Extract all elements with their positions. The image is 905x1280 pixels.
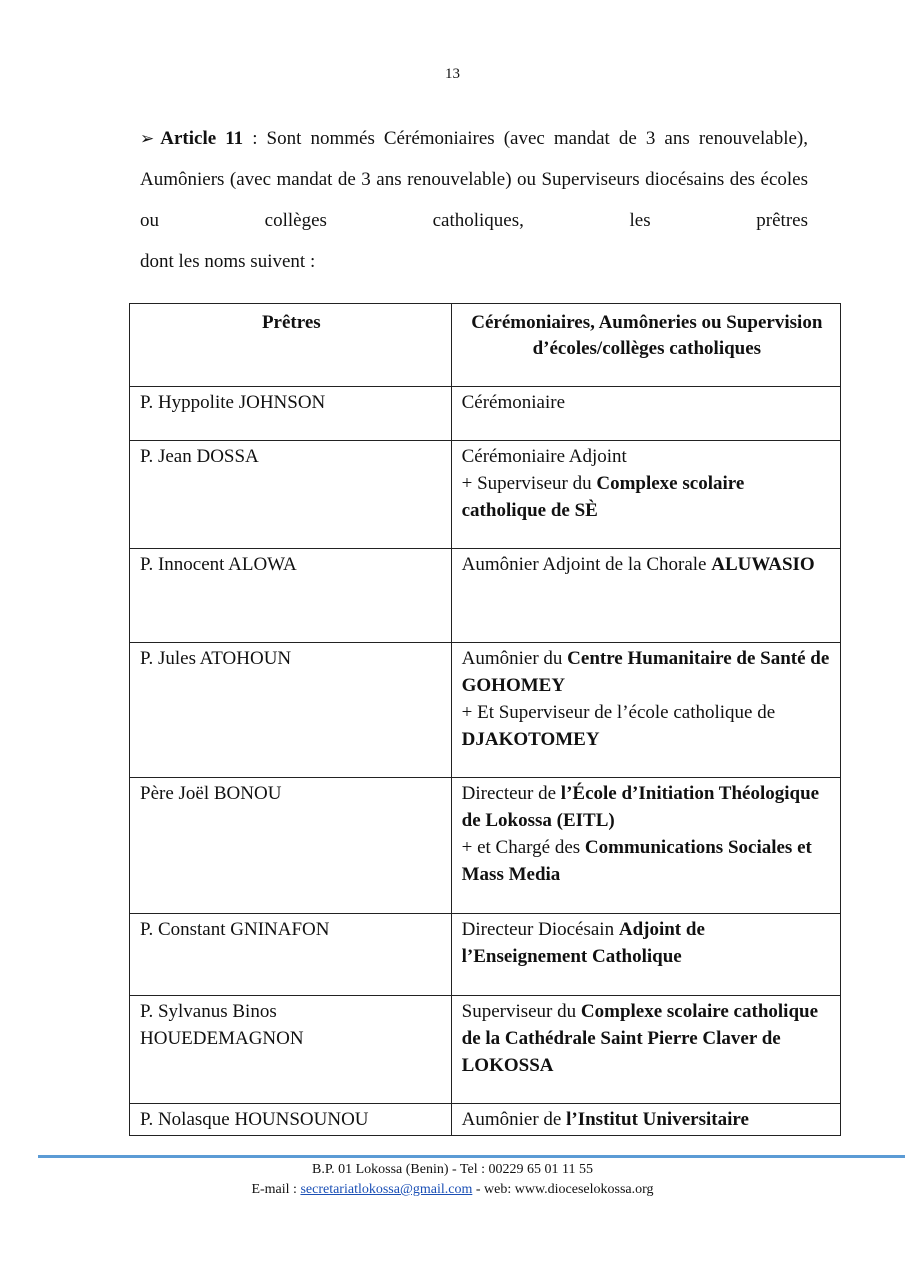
priest-name: P. Sylvanus Binos HOUEDEMAGNON — [130, 996, 452, 1104]
table-row — [130, 996, 841, 1104]
intro-line-3: Superviseurs diocésains des écoles ou collèges catholiques, les prêtres — [140, 169, 808, 231]
role-text: + Et Superviseur de l’école catholique de — [461, 702, 776, 723]
footer-address: B.P. 01 Lokossa (Benin) - Tel : 00229 65 01 11 55 — [312, 1162, 593, 1177]
priest-name: P. Jean DOSSA — [130, 441, 452, 549]
footer-contact — [0, 1180, 905, 1200]
role-text-bold: l’Institut Universitaire — [566, 1109, 749, 1130]
priest-name: Père Joël BONOU — [130, 778, 452, 914]
role-text-bold: l’École d’Initiation Théologique de Lokossa (EITL) — [461, 783, 820, 831]
role-text-bold: Complexe scolaire catholique de SÈ — [461, 473, 745, 521]
table-row — [130, 387, 841, 441]
intro-line-1: : Sont nommés Cérémoniaires (avec mandat de 3 ans — [243, 128, 690, 149]
table-row — [130, 914, 841, 996]
header-roles: Cérémoniaires, Aumôneries ou Supervision d’écoles/collèges catholiques — [451, 304, 840, 387]
assignments-table — [129, 303, 841, 1136]
role-text: Cérémoniaire Adjoint — [461, 446, 627, 467]
role-text: Superviseur du — [461, 1001, 581, 1022]
role-text: + et Chargé des — [461, 837, 585, 858]
priest-name: P. Constant GNINAFON — [130, 914, 452, 996]
role-text-bold: Communications Sociales et Mass Media — [461, 837, 812, 885]
role-cell — [451, 778, 840, 914]
role-text-bold: Centre Humanitaire de Santé de GOHOMEY — [461, 648, 830, 696]
arrow-bullet-icon: ➢ — [140, 129, 155, 148]
role-text: Aumônier Adjoint de la Chorale — [461, 554, 712, 575]
table-row — [130, 1104, 841, 1136]
web-text: - web: www.dioceselokossa.org — [472, 1182, 654, 1197]
table-row — [130, 643, 841, 778]
role-cell — [451, 1104, 840, 1136]
role-cell — [451, 441, 840, 549]
role-cell — [451, 549, 840, 643]
role-text: Cérémoniaire — [461, 392, 566, 413]
footer-divider — [38, 1155, 905, 1158]
email-link[interactable]: secretariatlokossa@gmail.com — [300, 1182, 473, 1197]
priest-name: P. Jules ATOHOUN — [130, 643, 452, 778]
role-text-bold: DJAKOTOMEY — [461, 729, 600, 750]
table-header-row — [130, 304, 841, 387]
table-row — [130, 549, 841, 643]
role-cell — [451, 996, 840, 1104]
footer — [0, 1160, 905, 1200]
role-text-bold: Adjoint de l’Enseignement Catholique — [461, 919, 705, 967]
article-label: Article 11 — [160, 128, 244, 149]
role-text-bold: Complexe scolaire catholique de la Cathédrale Saint Pierre Claver de LOKOSSA — [461, 1001, 819, 1076]
intro-line-4: dont les noms suivent : — [140, 251, 316, 272]
role-cell — [451, 914, 840, 996]
role-text-bold: ALUWASIO — [711, 554, 815, 575]
priest-name: P. Innocent ALOWA — [130, 549, 452, 643]
role-text: Aumônier du — [461, 648, 568, 669]
role-text: Aumônier de — [461, 1109, 567, 1130]
role-text: Directeur Diocésain — [461, 919, 619, 940]
email-label: E-mail : — [251, 1182, 301, 1197]
role-cell — [451, 643, 840, 778]
table-row — [130, 441, 841, 549]
table-row — [130, 778, 841, 914]
page-number: 13 — [445, 66, 460, 82]
article-intro — [140, 118, 808, 282]
role-text: Directeur de — [461, 783, 561, 804]
header-priests: Prêtres — [130, 304, 452, 387]
intro-line-2: renouvelable), Aumôniers (avec mandat de 3 ans renouvelable) ou — [140, 128, 809, 190]
priest-name: P. Hyppolite JOHNSON — [130, 387, 452, 441]
role-text: + Superviseur du — [461, 473, 597, 494]
priest-name: P. Nolasque HOUNSOUNOU — [130, 1104, 452, 1136]
role-cell — [451, 387, 840, 441]
